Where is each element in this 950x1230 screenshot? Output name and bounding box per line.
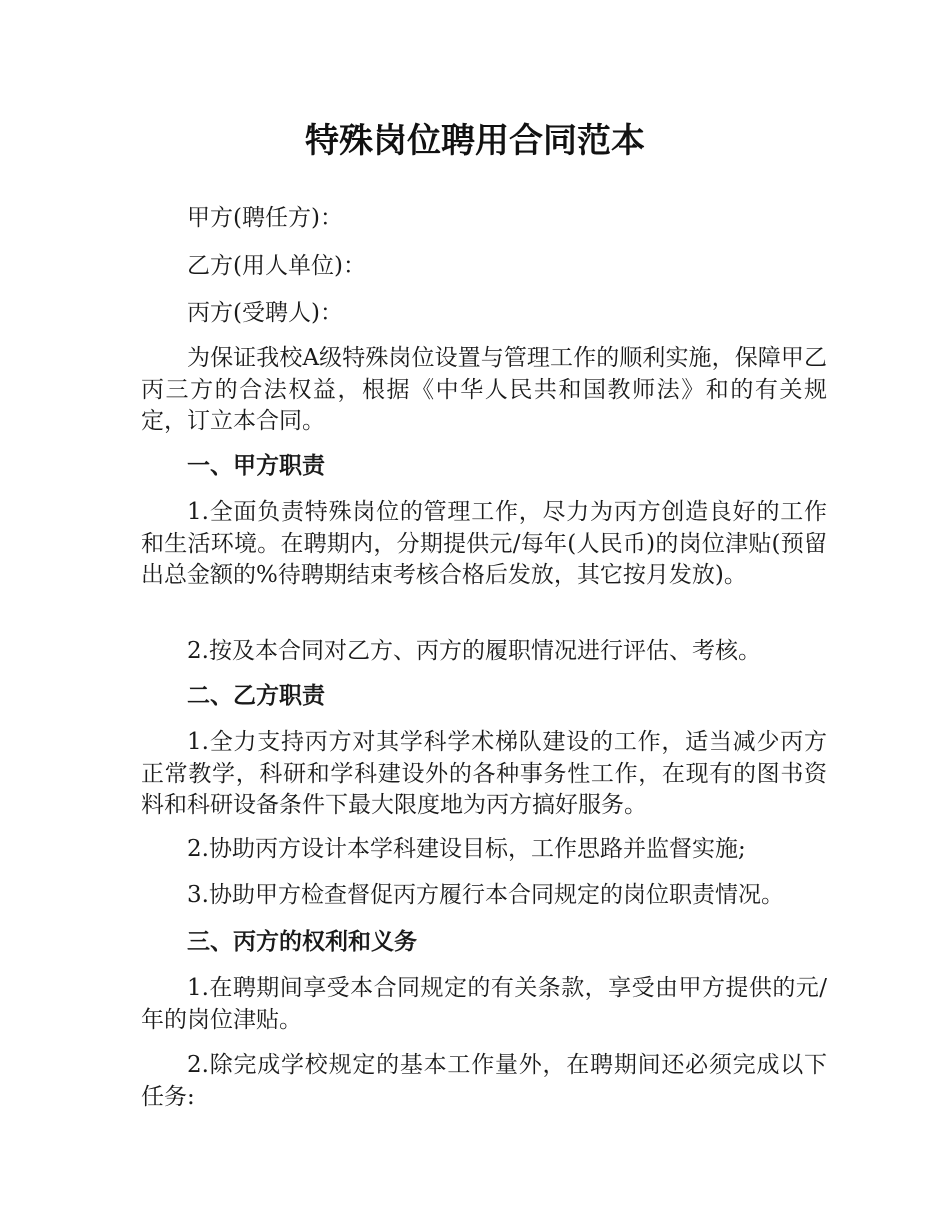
section-1-heading: 一、甲方职责	[187, 453, 325, 479]
section-1-item-1: 1.全面负责特殊岗位的管理工作，尽力为丙方创造良好的工作和生活环境。在聘期内，分期提供元/每年(人民币)的岗位津贴(预留出总金额的%待聘期结束考核合格后发放，其它按月发放)。	[141, 499, 827, 588]
party-a-line: 甲方(聘任方)：	[187, 205, 343, 231]
section-1-item-2: 2.按及本合同对乙方、丙方的履职情况进行评估、考核。	[187, 638, 761, 664]
party-c-line: 丙方(受聘人)：	[187, 300, 343, 326]
preamble-paragraph: 为保证我校A级特殊岗位设置与管理工作的顺利实施，保障甲乙丙三方的合法权益，根据《中华人民共和国教师法》和的有关规定，订立本合同。	[141, 345, 827, 434]
section-2-item-1: 1.全力支持丙方对其学科学术梯队建设的工作，适当减少丙方正常教学，科研和学科建设外的各种事务性工作，在现有的图书资料和科研设备条件下最大限度地为丙方搞好服务。	[141, 729, 827, 818]
section-2-item-2: 2.协助丙方设计本学科建设目标，工作思路并监督实施;	[187, 836, 746, 862]
section-3-item-2: 2.除完成学校规定的基本工作量外，在聘期间还必须完成以下任务:	[141, 1052, 827, 1110]
section-3-heading: 三、丙方的权利和义务	[187, 929, 417, 955]
party-b-line: 乙方(用人单位)：	[187, 253, 366, 279]
section-2-item-3: 3.协助甲方检查督促丙方履行本合同规定的岗位职责情况。	[187, 882, 784, 908]
document-title: 特殊岗位聘用合同范本	[305, 121, 645, 161]
section-2-heading: 二、乙方职责	[187, 683, 325, 709]
section-3-item-1: 1.在聘期间享受本合同规定的有关条款，享受由甲方提供的元/年的岗位津贴。	[141, 975, 827, 1033]
